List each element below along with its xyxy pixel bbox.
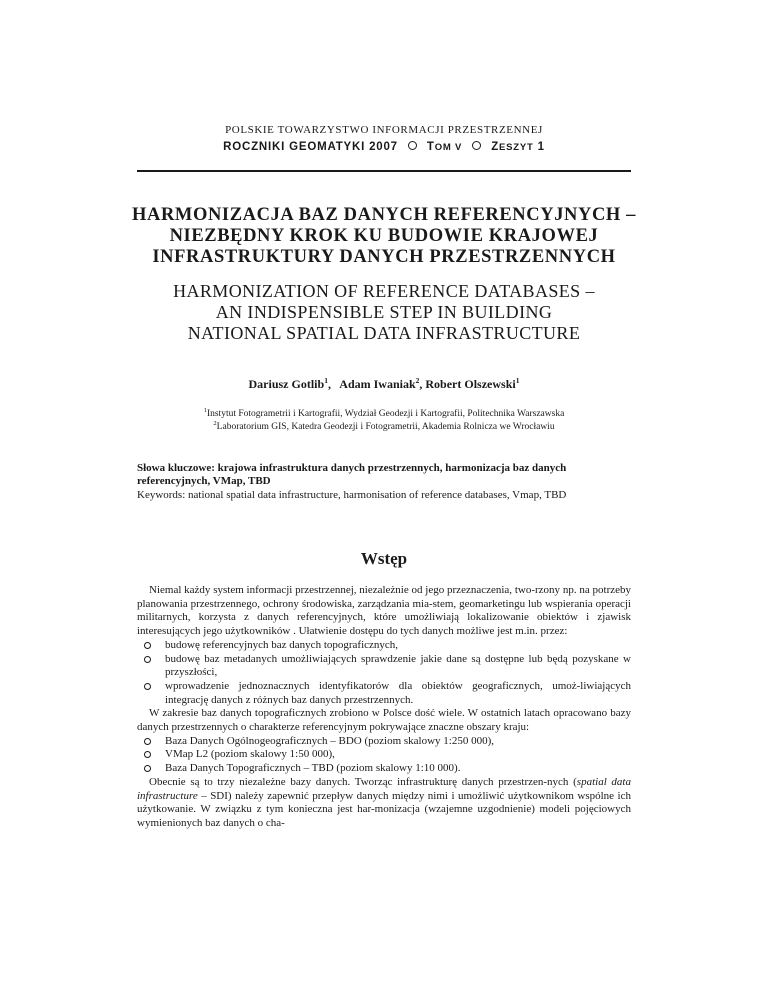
author-name: Adam Iwaniak xyxy=(339,377,416,391)
list-item: Baza Danych Ogólnogeograficznych – BDO (poziom skalowy 1:250 000), xyxy=(137,735,631,749)
author-list: Dariusz Gotlib$^1$, Adam Iwaniak$^2$, Robert Olszewski$^1$ xyxy=(248,376,520,391)
list-item: budowę referencyjnych baz danych topograficznych, xyxy=(137,639,631,653)
paragraph: Niemal każdy system informacji przestrzennej, niezależnie od jego przeznaczenia, two-rzony np. na potrzeby planowania przestrzennego, ochrony środowiska, zarządzania mia-stem, geomarketingu lub wspierania operacji militarnych, korzysta z danych referencyjnych, które umożliwiają lokalizowanie obiektów i zjawisk interesujących jego użytkowników . Ułatwienie dostępu do tych danych możliwe jest m.in. przez: xyxy=(137,584,631,638)
title-english xyxy=(110,281,658,344)
keywords-english: Keywords: national spatial data infrastructure, harmonisation of reference databases, Vmap, TBD xyxy=(137,489,567,501)
title-polish-line: HARMONIZACJA BAZ DANYCH REFERENCYJNYCH – xyxy=(132,205,636,225)
paragraph: W zakresie baz danych topograficznych zrobiono w Polsce dość wiele. W ostatnich latach opracowano bazy danych przestrzennych o charakterze referencyjnym pokrywające znaczne obszary kraju: xyxy=(137,707,631,734)
circle-separator-icon xyxy=(472,141,481,150)
title-polish-line: NIEZBĘDNY KROK KU BUDOWIE KRAJOWEJ xyxy=(169,226,599,246)
author-affiliation-mark: 1 xyxy=(515,376,520,385)
paragraph: Obecnie są to trzy niezależne bazy danych. Tworząc infrastrukturę danych przestrzen-nych (spatial data infrastructure – SDI) należy zapewnić przepływ danych między nimi i umożliwić użytkownikom wspólne ich użytkowanie. W związku z tym konieczna jest har-monizacja (wzajemne uzgodnienie) modeli pojęciowych wymienionych baz danych o cha- xyxy=(137,775,631,829)
bullet-icon xyxy=(144,738,151,745)
bullet-icon xyxy=(144,642,151,649)
journal-series-line xyxy=(0,141,768,153)
volume-label: TOM V xyxy=(426,141,463,153)
section-heading: Wstęp xyxy=(360,549,408,568)
body-text xyxy=(137,584,631,831)
author-name: Dariusz Gotlib xyxy=(248,377,325,391)
journal-title: ROCZNIKI GEOMATYKI 2007 xyxy=(223,141,398,153)
bullet-icon xyxy=(144,656,151,663)
header-rule xyxy=(137,170,631,172)
issue-label: ZESZYT 1 xyxy=(491,141,545,153)
title-english-line: NATIONAL SPATIAL DATA INFRASTRUCTURE xyxy=(187,323,581,343)
circle-separator-icon xyxy=(408,141,417,150)
list-item: wprowadzenie jednoznacznych identyfikatorów dla obiektów geograficznych, umoż-liwiających integrację danych z różnych baz danych przestrzennych. xyxy=(137,680,631,707)
affiliation: $^1$Instytut Fotogrametrii i Kartografii, Wydział Geodezji i Kartografii, Politechnika Warszawska xyxy=(203,407,565,420)
list-item: Baza Danych Topograficznych – TBD (poziom skalowy 1:10 000). xyxy=(137,762,631,776)
title-english-line: AN INDISPENSIBLE STEP IN BUILDING xyxy=(215,302,553,322)
author-name: Robert Olszewski xyxy=(425,377,516,391)
society-name: POLSKIE TOWARZYSTWO INFORMACJI PRZESTRZENNEJ xyxy=(225,124,543,136)
title-polish-line: INFRASTRUKTURY DANYCH PRZESTRZENNYCH xyxy=(152,247,616,267)
list-item: budowę baz metadanych umożliwiających sprawdzenie jakie dane są dostępne lub będą pozyskane w przyszłości, xyxy=(137,653,631,680)
title-english-line: HARMONIZATION OF REFERENCE DATABASES – xyxy=(173,281,595,301)
bullet-icon xyxy=(144,683,151,690)
bullet-icon xyxy=(144,751,151,758)
list-item: VMap L2 (poziom skalowy 1:50 000), xyxy=(137,748,631,762)
affiliation: $^2$Laboratorium GIS, Katedra Geodezji i Fotogrametrii, Akademia Rolnicza we Wrocławiu xyxy=(213,420,555,433)
keywords-polish: Słowa kluczowe: krajowa infrastruktura danych przestrzennych, harmonizacja baz danych referencyjnych, VMap, TBD xyxy=(137,462,567,487)
title-polish xyxy=(110,205,658,268)
bullet-icon xyxy=(144,765,151,772)
author-affiliation-mark: 1 xyxy=(324,376,328,385)
author-affiliation-mark: 2 xyxy=(415,376,420,385)
